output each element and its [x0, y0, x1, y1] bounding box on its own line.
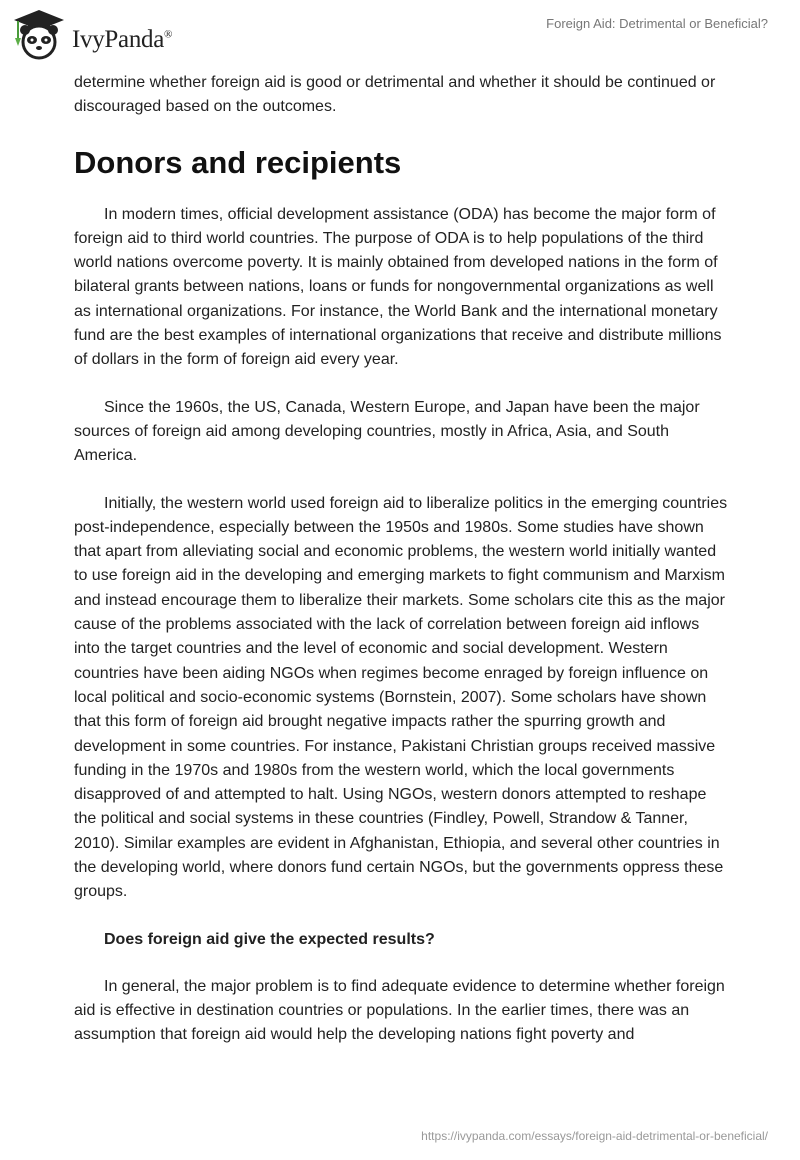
subsection-heading: Does foreign aid give the expected results?: [104, 930, 435, 948]
section-heading: Donors and recipients: [74, 144, 402, 180]
brand-name: IvyPanda®: [72, 26, 173, 53]
source-url[interactable]: https://ivypanda.com/essays/foreign-aid-detrimental-or-beneficial/: [421, 1129, 768, 1143]
panda-graduate-icon: [12, 8, 66, 60]
body-paragraph: Since the 1960s, the US, Canada, Western Europe, and Japan have been the major sources of foreign aid among developing countries, mostly in Africa, Asia, and South America.: [74, 398, 700, 465]
intro-paragraph-tail: determine whether foreign aid is good or detrimental and whether it should be continued or discouraged based on the outcomes.: [74, 74, 716, 116]
document-title: Foreign Aid: Detrimental or Beneficial?: [546, 16, 768, 31]
body-paragraph: In modern times, official development assistance (ODA) has become the major form of foreign aid to third world countries. The purpose of ODA is to help populations of the third world nations overcome poverty. It is mainly obtained from developed nations in the form of bilateral grants between nations, loans or funds for nongovernmental organizations as well as international organizations. For instance, the World Bank and the international monetary fund are the best examples of international organizations that receive and distribute millions of dollars in the form of foreign aid every year.: [74, 205, 722, 369]
essay-content: [74, 71, 728, 1071]
page-header: [0, 0, 800, 60]
body-paragraph: Initially, the western world used foreign aid to liberalize politics in the emerging countries post-independence, especially between the 1950s and 1980s. Some studies have shown that apart from alleviating social and economic problems, the western world initially wanted to use foreign aid in the developing and emerging markets to fight communism and Marxism and instead encourage them to liberalize their markets. Some scholars cite this as the major cause of the problems associated with the lack of correlation between foreign aid inflows into the target countries and the level of economic and social development. Western countries have been aiding NGOs when regimes become enraged by foreign influence on local political and socio-economic systems (Bornstein, 2007). Some scholars have shown that this form of foreign aid brought negative impacts rather the spurring growth and development in some countries. For instance, Pakistani Christian groups received massive funding in the 1970s and 1980s from the western world, which the local governments disapproved of and attempted to halt. Using NGOs, western donors attempted to reshape the political and social systems in these countries (Findley, Powell, Strandow & Tanner, 2010). Similar examples are evident in Afghanistan, Ethiopia, and several other countries in the developing world, where donors fund certain NGOs, but the governments oppress these groups.: [74, 494, 728, 901]
ivypanda-logo[interactable]: [12, 8, 172, 60]
body-paragraph: In general, the major problem is to find adequate evidence to determine whether foreign aid is effective in destination countries or populations. In the earlier times, there was an assumption that foreign aid would help the developing nations fight poverty and: [74, 977, 725, 1044]
